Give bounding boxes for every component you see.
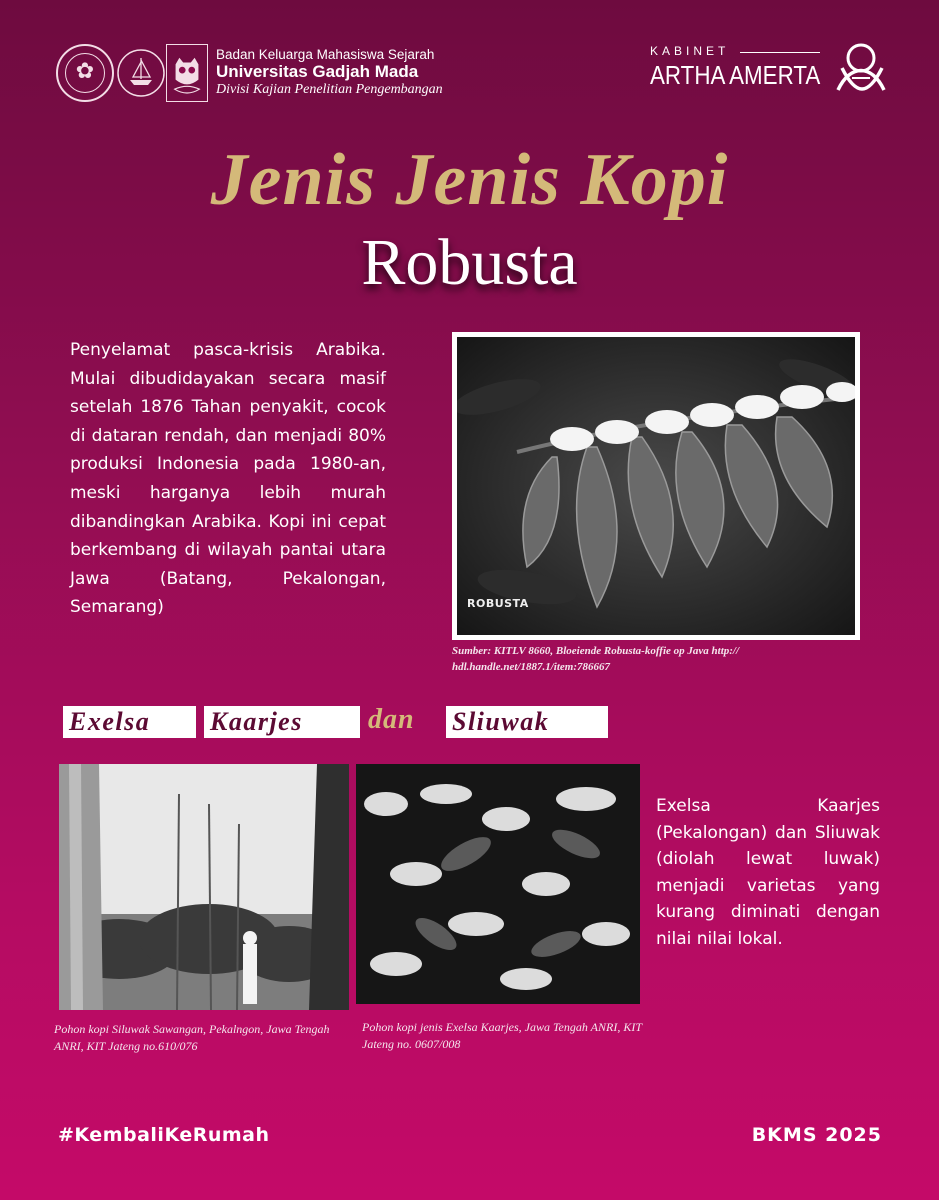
robusta-description: Penyelamat pasca-krisis Arabika. Mulai dibudidayakan secara masif setelah 1876 Tahan penyakit, cocok di dataran rendah, dan menjadi 80% produksi Indonesia pada 1980-an, meski harganya lebih murah dibandingkan Arabika. Kopi ini cepat berkembang di wilayah pantai utara Jawa (Batang, Pekalongan, Semarang) [70, 340, 386, 618]
section-chip-exelsa: Exelsa [63, 706, 196, 738]
section-chip-kaarjes: Kaarjes [204, 706, 360, 738]
robusta-photo-illustration [457, 337, 855, 635]
section-chip-sliuwak: Sliuwak [446, 706, 608, 738]
robusta-photo [457, 337, 855, 635]
siluwak-photo-caption: Pohon kopi Siluwak Sawangan, Pekalngon, Jawa Tengah ANRI, KIT Jateng no.610/076 [54, 1022, 330, 1053]
ugm-seal-logo [56, 44, 114, 102]
exelsa-photo-caption: Pohon kopi jenis Exelsa Kaarjes, Jawa Tengah ANRI, KIT Jateng no. 0607/008 [362, 1020, 642, 1051]
cabinet-emblem-icon [832, 40, 890, 100]
page-subtitle: Robusta [361, 226, 578, 299]
cabinet-label: KABINET [650, 44, 730, 58]
siluwak-photo-illustration [59, 764, 349, 1010]
siluwak-photo [59, 764, 349, 1010]
org-name-line2: Universitas Gadjah Mada [216, 62, 419, 81]
footer-credit: BKMS 2025 [751, 1124, 882, 1146]
section-connector: dan [368, 704, 415, 735]
cabinet-divider [740, 52, 820, 53]
ship-logo-icon [116, 44, 166, 102]
exelsa-photo-illustration [356, 764, 640, 1004]
owl-logo-icon [166, 44, 208, 102]
exelsa-description: Exelsa Kaarjes (Pekalongan) dan Sliuwak (diolah lewat luwak) menjadi varietas yang kurang diminati dengan nilai nilai lokal. [656, 796, 880, 949]
org-division: Divisi Kajian Penelitian Pengembangan [216, 82, 443, 97]
org-name-line1: Badan Keluarga Mahasiswa Sejarah [216, 47, 435, 62]
footer-hashtag: #KembaliKeRumah [58, 1124, 270, 1146]
robusta-photo-label: ROBUSTA [467, 597, 529, 610]
exelsa-photo [356, 764, 640, 1004]
robusta-photo-caption: Sumber: KITLV 8660, Bloeiende Robusta-koffie op Java http:// hdl.handle.net/1887.1/item:786667 [452, 645, 740, 673]
page-title: Jenis Jenis Kopi [210, 139, 729, 221]
cabinet-name: ARTHA AMERTA [650, 60, 821, 90]
